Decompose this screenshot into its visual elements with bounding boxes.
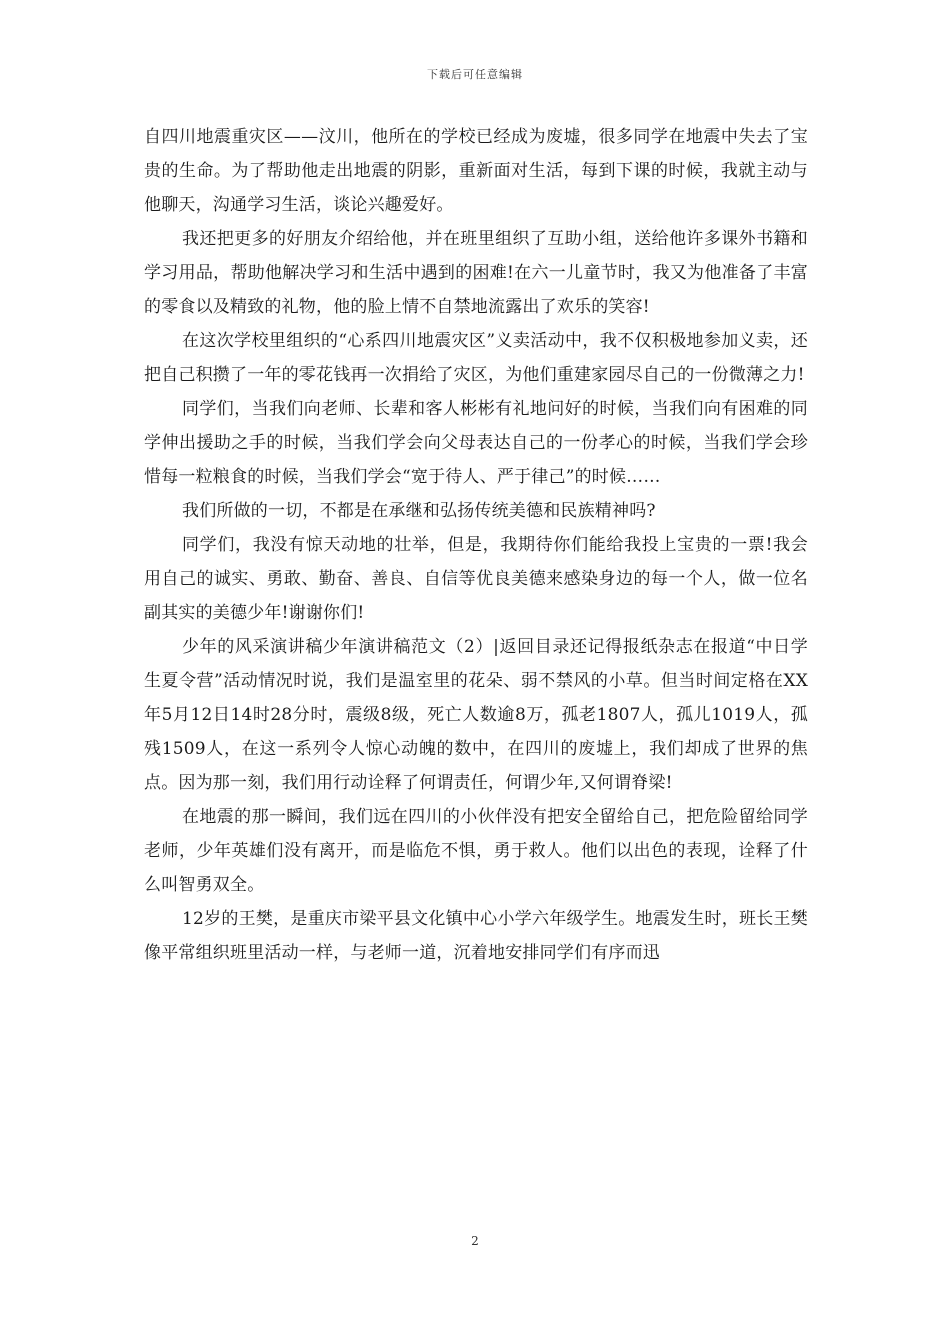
paragraph-3: 在这次学校里组织的“心系四川地震灾区”义卖活动中，我不仅积极地参加义卖，还把自己积攒了一年的零花钱再一次捐给了灾区，为他们重建家园尽自己的一份微薄之力! bbox=[144, 331, 808, 385]
paragraph-5: 我们所做的一切，不都是在承继和弘扬传统美德和民族精神吗? bbox=[182, 501, 656, 521]
paragraph-8: 在地震的那一瞬间，我们远在四川的小伙伴没有把安全留给自己，把危险留给同学老师，少年英雄们没有离开，而是临危不惧，勇于救人。他们以出色的表现，诠释了什么叫智勇双全。 bbox=[144, 807, 808, 895]
paragraph-7: 少年的风采演讲稿少年演讲稿范文（2）|返回目录还记得报纸杂志在报道“中日学生夏令营”活动情况时说，我们是温室里的花朵、弱不禁风的小草。但当时间定格在XX年5月12日14时28分时，震级8级，死亡人数逾8万，孤老1807人，孤儿1019人，孤残1509人，在这一系列令人惊心动魄的数中，在四川的废墟上，我们却成了世界的焦点。因为那一刻，我们用行动诠释了何谓责任，何谓少年,又何谓脊梁! bbox=[144, 637, 808, 793]
paragraph-4: 同学们，当我们向老师、长辈和客人彬彬有礼地问好的时候，当我们向有困难的同学伸出援助之手的时候，当我们学会向父母表达自己的一份孝心的时候，当我们学会珍惜每一粒粮食的时候，当我们学会“宽于待人、严于律己”的时候…… bbox=[144, 399, 808, 487]
paragraph-6: 同学们，我没有惊天动地的壮举，但是，我期待你们能给我投上宝贵的一票!我会用自己的诚实、勇敢、勤奋、善良、自信等优良美德来感染身边的每一个人，做一位名副其实的美德少年!谢谢你们! bbox=[144, 535, 808, 623]
document-body bbox=[144, 120, 808, 970]
paragraph-2: 我还把更多的好朋友介绍给他，并在班里组织了互助小组，送给他许多课外书籍和学习用品，帮助他解决学习和生活中遇到的困难!在六一儿童节时，我又为他准备了丰富的零食以及精致的礼物，他的脸上情不自禁地流露出了欢乐的笑容! bbox=[144, 229, 808, 317]
paragraph-9: 12岁的王樊，是重庆市梁平县文化镇中心小学六年级学生。地震发生时，班长王樊像平常组织班里活动一样，与老师一道，沉着地安排同学们有序而迅 bbox=[144, 909, 808, 963]
page-header: 下载后可任意编辑 bbox=[427, 68, 523, 81]
paragraph-1: 自四川地震重灾区——汶川，他所在的学校已经成为废墟，很多同学在地震中失去了宝贵的生命。为了帮助他走出地震的阴影，重新面对生活，每到下课的时候，我就主动与他聊天，沟通学习生活，谈论兴趣爱好。 bbox=[144, 127, 808, 215]
page-number: 2 bbox=[471, 1234, 479, 1248]
